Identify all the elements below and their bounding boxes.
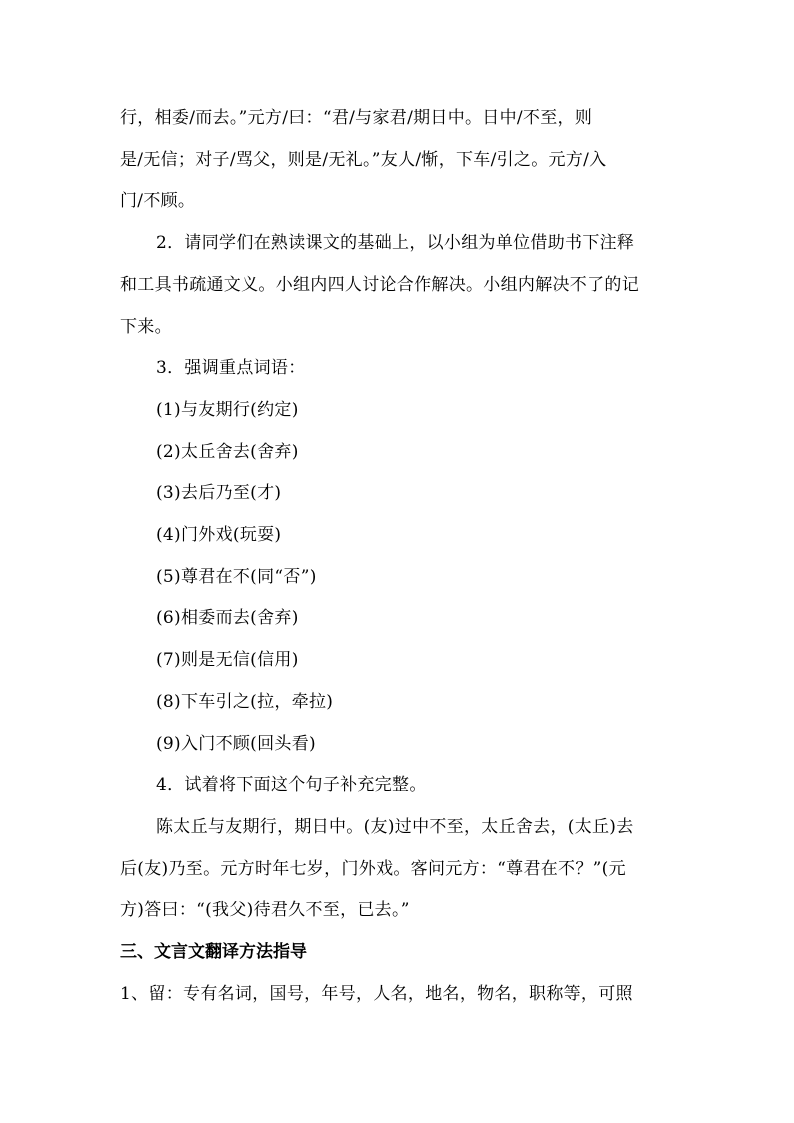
document-body	[120, 98, 680, 1015]
text-line-4: 2．请同学们在熟读课文的基础上，以小组为单位借助书下注释	[156, 233, 635, 254]
text-line-2: 是/无信；对子/骂父，则是/无礼。”友人/惭，下车/引之。元方/入	[120, 149, 607, 170]
vocab-item-2: (2)太丘舍去(舍弃)	[156, 441, 299, 462]
text-line-19: 后(友)乃至。元方时年七岁，门外戏。客问元方：“尊君在不？”(元	[120, 858, 626, 879]
text-line-17: 4．试着将下面这个句子补充完整。	[156, 775, 427, 796]
vocab-item-4: (4)门外戏(玩耍)	[156, 525, 282, 546]
text-line-20: 方)答曰：“(我父)待君久不至，已去。”	[120, 900, 410, 921]
vocab-item-7: (7)则是无信(信用)	[156, 650, 299, 671]
vocab-item-6: (6)相委而去(舍弃)	[156, 608, 299, 629]
text-line-last: 1、留：专有名词，国号，年号，人名，地名，物名，职称等，可照	[120, 983, 633, 1004]
text-line-18: 陈太丘与友期行，期日中。(友)过中不至，太丘舍去，(太丘)去	[156, 816, 634, 837]
text-line-1: 行，相委/而去。”元方/曰：“君/与家君/期日中。日中/不至，则	[120, 108, 593, 128]
text-line-7: 3．强调重点词语：	[156, 358, 306, 379]
vocab-item-8: (8)下车引之(拉，牵拉)	[156, 691, 334, 712]
section-heading: 三、文言文翻译方法指导	[120, 942, 307, 963]
text-line-3: 门/不顾。	[120, 191, 196, 212]
vocab-item-9: (9)入门不顾(回头看)	[156, 733, 316, 754]
text-line-5: 和工具书疏通文义。小组内四人讨论合作解决。小组内解决不了的记	[120, 274, 639, 295]
vocab-item-3: (3)去后乃至(才)	[156, 483, 282, 504]
text-line-6: 下来。	[120, 316, 172, 337]
vocab-item-1: (1)与友期行(约定)	[156, 399, 299, 420]
vocab-item-5: (5)尊君在不(同“否”)	[156, 566, 317, 587]
